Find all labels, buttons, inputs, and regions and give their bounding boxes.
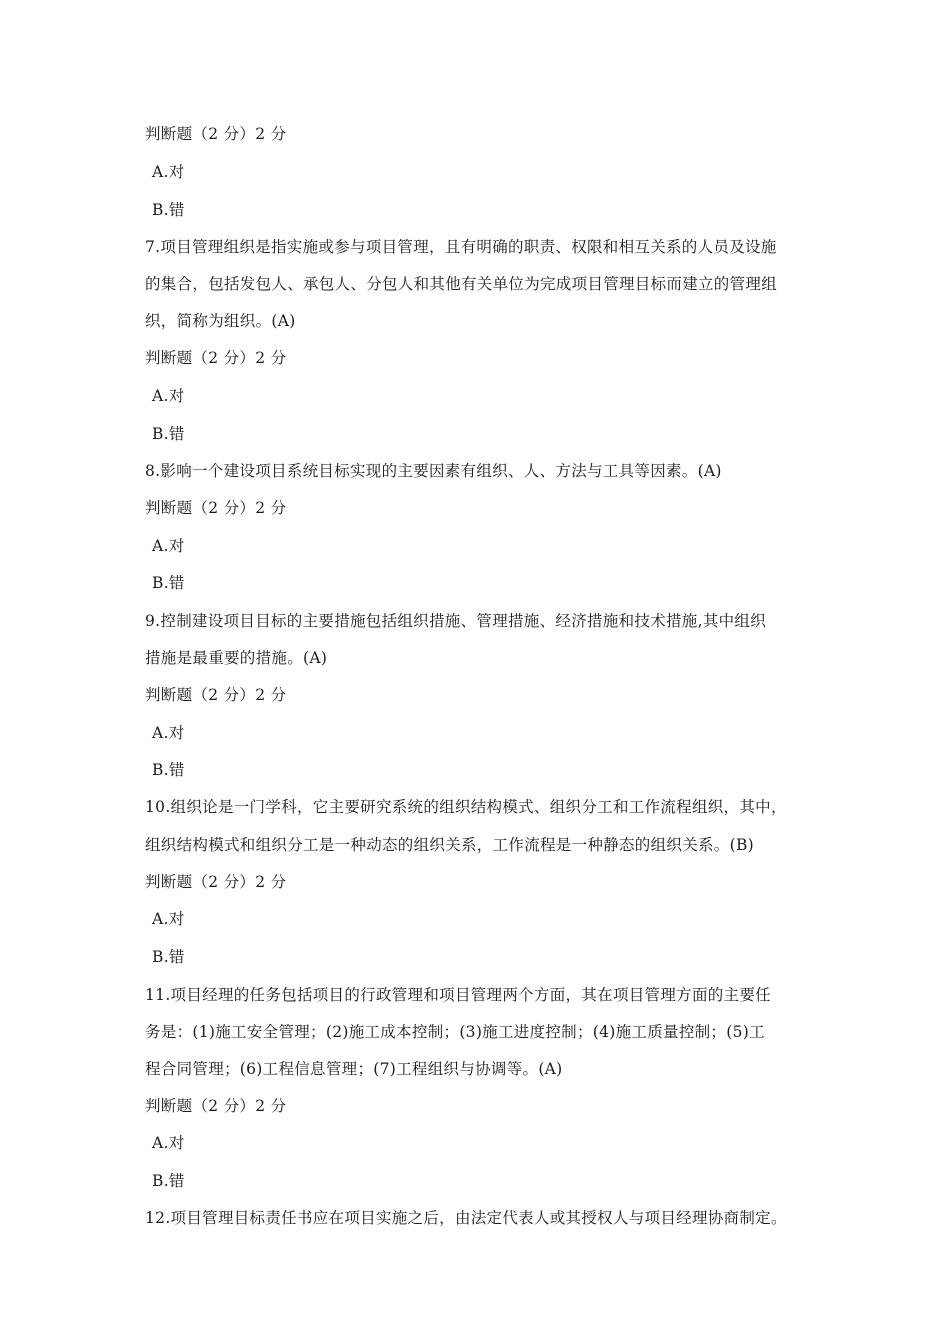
question-10-line-2: 组织结构模式和组织分工是一种动态的组织关系，工作流程是一种静态的组织关系。(B) [145,836,754,854]
question-10-option-a: A.对 [152,910,185,928]
question-10-type-label: 判断题（2 分）2 分 [145,873,287,891]
question-7-line-2: 的集合，包括发包人、承包人、分包人和其他有关单位为完成项目管理目标而建立的管理组 [145,275,778,293]
question-9-option-a: A.对 [152,724,185,742]
question-11-line-3: 程合同管理；(6)工程信息管理；(7)工程组织与协调等。(A) [145,1060,563,1078]
question-type-label: 判断题（2 分）2 分 [145,125,287,143]
question-11-option-b: B.错 [152,1172,185,1190]
question-10-option-b: B.错 [152,948,185,966]
question-12-line-1: 12.项目管理目标责任书应在项目实施之后，由法定代表人或其授权人与项目经理协商制定。 [145,1209,787,1227]
question-8-option-b: B.错 [152,574,185,592]
question-9-option-b: B.错 [152,761,185,779]
question-7-line-1: 7.项目管理组织是指实施或参与项目管理，且有明确的职责、权限和相互关系的人员及设施 [145,238,777,256]
question-9-type-label: 判断题（2 分）2 分 [145,686,287,704]
question-7-type-label: 判断题（2 分）2 分 [145,349,287,367]
question-8-type-label: 判断题（2 分）2 分 [145,499,287,517]
question-7-option-b: B.错 [152,425,185,443]
question-11-option-a: A.对 [152,1134,185,1152]
question-7-option-a: A.对 [152,387,185,405]
option-b: B.错 [152,201,185,219]
question-7-line-3: 织，简称为组织。(A) [145,312,296,330]
question-8-option-a: A.对 [152,537,185,555]
question-9-line-2: 措施是最重要的措施。(A) [145,649,328,667]
question-9-line-1: 9.控制建设项目目标的主要措施包括组织措施、管理措施、经济措施和技术措施,其中组织 [145,612,767,630]
question-8-line-1: 8.影响一个建设项目系统目标实现的主要因素有组织、人、方法与工具等因素。(A) [145,462,722,480]
question-11-line-1: 11.项目经理的任务包括项目的行政管理和项目管理两个方面，其在项目管理方面的主要任 [145,986,771,1004]
option-a: A.对 [152,163,185,181]
question-11-type-label: 判断题（2 分）2 分 [145,1097,287,1115]
question-10-line-1: 10.组织论是一门学科，它主要研究系统的组织结构模式、组织分工和工作流程组织，其中， [145,798,787,816]
question-11-line-2: 务是：(1)施工安全管理；(2)施工成本控制；(3)施工进度控制；(4)施工质量控制；(5)工 [145,1023,765,1041]
